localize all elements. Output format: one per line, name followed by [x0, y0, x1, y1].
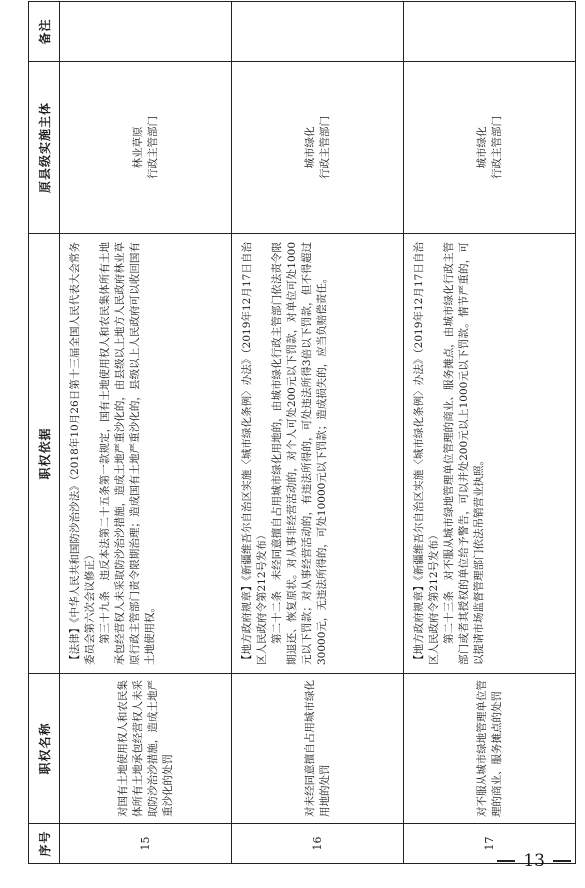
basis-article: 第二十三条 对不服从城市绿地管理单位管理的商业、服务摊点，由城市绿化行政主管部门或者其授权的单位给予警告，可以并处200元以上1000元以下罚款。情节严重的，可以提请市场监督管理部门依法吊销营业执照。: [443, 242, 485, 665]
table-row: [404, 2, 576, 864]
header-basis: 职权依据: [29, 234, 60, 674]
authority-basis: [232, 234, 404, 674]
page-footer: [451, 846, 571, 876]
table-row: [232, 2, 404, 864]
authority-name: 对国有土地使用权人和农民集体所有土地承包经营权人未采取防沙治沙措施，造成土地严重沙化的处罚: [60, 674, 232, 824]
table-header-row: [29, 2, 60, 864]
page-number-dash-left: [497, 860, 515, 861]
implementing-body-line2: 行政主管部门: [318, 116, 331, 179]
authority-basis: [404, 234, 576, 674]
basis-source: 【地方政府规章】《新疆维吾尔自治区实施〈城市绿化条例〉办法》（2019年12月17日自治区人民政府令第212号发布）: [241, 242, 268, 665]
implementing-body-line2: 行政主管部门: [490, 116, 503, 179]
header-no: 序号: [29, 824, 60, 864]
note-cell: [404, 2, 576, 62]
rotated-table-container: [28, 2, 576, 864]
implementing-body-line1: 林业草原: [131, 126, 144, 169]
implementing-body: [404, 62, 576, 234]
header-body: 原县级实施主体: [29, 62, 60, 234]
implementing-body-line1: 城市绿化: [475, 126, 488, 169]
basis-article: 第三十九条 违反本法第二十五条第一款规定，国有土地使用权人和农民集体所有土地承包经营权人未采取防沙治沙措施，造成土地严重沙化的，由县级以上地方人民政府林业草原行政主管部门责令限期治理；造成国有土地严重沙化的，县级以上人民政府可以收回国有土地使用权。: [99, 242, 156, 665]
implementing-body-line2: 行政主管部门: [146, 116, 159, 179]
authority-name: 对未经同意擅自占用城市绿化用地的处罚: [232, 674, 404, 824]
basis-article: 第二十二条 未经同意擅自占用城市绿化用地的，由城市绿化行政主管部门依法责令限期退还、恢复原状。对从事非经营活动的，对个人可处200元以下罚款，对单位可处1000元以下罚款；对从事经营活动的，有违法所得的，可处违法所得3倍以下罚款，但不得超过30000元，无违法所得的，可处10000元以下罚款；造成损失的，应当负赔偿责任。: [271, 242, 328, 665]
row-number: 15: [60, 824, 232, 864]
basis-source: 【地方政府规章】《新疆维吾尔自治区实施〈城市绿化条例〉办法》（2019年12月17日自治区人民政府令第212号发布）: [413, 242, 440, 665]
row-number: 17: [404, 824, 576, 864]
row-number: 16: [232, 824, 404, 864]
header-note: 备注: [29, 2, 60, 62]
basis-source: 【法律】《中华人民共和国防沙治沙法》（2018年10月26日第十三届全国人民代表大会常务委员会第六次会议修正）: [69, 242, 96, 665]
implementing-body: [232, 62, 404, 234]
note-cell: [60, 2, 232, 62]
authority-name: 对不服从城市绿地管理单位管理的商业、服务摊点的处罚: [404, 674, 576, 824]
implementing-body: [60, 62, 232, 234]
page-number-dash-right: [553, 860, 571, 861]
page-number: 13: [523, 851, 545, 871]
authority-table: [28, 1, 576, 864]
implementing-body-line1: 城市绿化: [303, 126, 316, 169]
header-name: 职权名称: [29, 674, 60, 824]
authority-basis: [60, 234, 232, 674]
note-cell: [232, 2, 404, 62]
table-row: [60, 2, 232, 864]
